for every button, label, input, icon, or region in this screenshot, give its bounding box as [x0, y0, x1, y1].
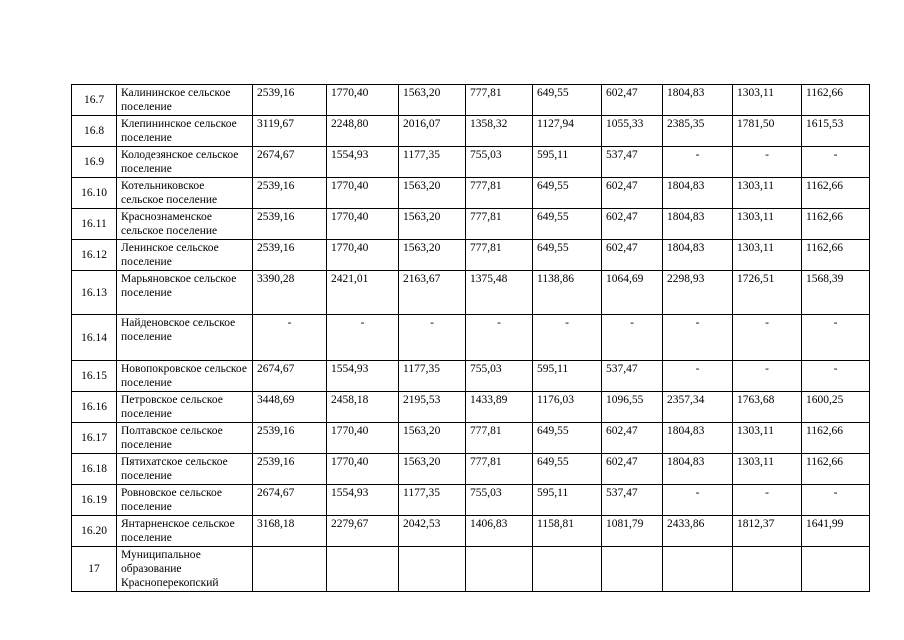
row-number: 16.13 — [72, 271, 117, 315]
row-number: 16.12 — [72, 240, 117, 271]
value-cell: 1162,66 — [802, 85, 870, 116]
value-cell: 2539,16 — [253, 85, 327, 116]
value-cell: 1162,66 — [802, 423, 870, 454]
value-cell: 1812,37 — [733, 516, 802, 547]
value-cell: 1375,48 — [466, 271, 533, 315]
value-cell — [253, 547, 327, 592]
table-row — [72, 485, 870, 516]
row-number: 16.18 — [72, 454, 117, 485]
value-cell: 1641,99 — [802, 516, 870, 547]
row-number: 16.8 — [72, 116, 117, 147]
value-cell: 1770,40 — [327, 454, 399, 485]
value-cell — [802, 547, 870, 592]
value-cell: 1158,81 — [533, 516, 602, 547]
value-cell: 1303,11 — [733, 454, 802, 485]
value-cell: 777,81 — [466, 423, 533, 454]
value-cell: 1162,66 — [802, 454, 870, 485]
table-body — [72, 85, 870, 592]
table-row — [72, 240, 870, 271]
value-cell: 2248,80 — [327, 116, 399, 147]
value-cell: - — [733, 147, 802, 178]
row-number: 16.16 — [72, 392, 117, 423]
table-row — [72, 178, 870, 209]
table-row — [72, 315, 870, 361]
value-cell: - — [533, 315, 602, 361]
value-cell: 595,11 — [533, 147, 602, 178]
settlement-name: Новопокровское сельское поселение — [117, 361, 253, 392]
value-cell: 1554,93 — [327, 485, 399, 516]
value-cell: 1763,68 — [733, 392, 802, 423]
table-row — [72, 271, 870, 315]
row-number: 16.7 — [72, 85, 117, 116]
value-cell: 2421,01 — [327, 271, 399, 315]
value-cell: 1770,40 — [327, 209, 399, 240]
value-cell: 1804,83 — [663, 178, 733, 209]
value-cell: 2539,16 — [253, 454, 327, 485]
value-cell: 1177,35 — [399, 147, 466, 178]
value-cell: - — [663, 315, 733, 361]
value-cell: 1433,89 — [466, 392, 533, 423]
table-row — [72, 116, 870, 147]
settlement-name: Колодезянское сельское поселение — [117, 147, 253, 178]
value-cell: 2279,67 — [327, 516, 399, 547]
row-number: 17 — [72, 547, 117, 592]
value-cell: 2385,35 — [663, 116, 733, 147]
row-number: 16.14 — [72, 315, 117, 361]
row-number: 16.9 — [72, 147, 117, 178]
value-cell: 1096,55 — [602, 392, 663, 423]
value-cell: 1162,66 — [802, 178, 870, 209]
row-number: 16.10 — [72, 178, 117, 209]
value-cell: - — [802, 147, 870, 178]
value-cell: - — [466, 315, 533, 361]
settlement-name: Пятихатское сельское поселение — [117, 454, 253, 485]
value-cell: 2539,16 — [253, 209, 327, 240]
value-cell: 1804,83 — [663, 240, 733, 271]
value-cell: 3448,69 — [253, 392, 327, 423]
value-cell: 2539,16 — [253, 423, 327, 454]
value-cell: 2433,86 — [663, 516, 733, 547]
value-cell — [399, 547, 466, 592]
value-cell: 1064,69 — [602, 271, 663, 315]
value-cell: 3168,18 — [253, 516, 327, 547]
value-cell: 777,81 — [466, 85, 533, 116]
value-cell: 777,81 — [466, 240, 533, 271]
value-cell: 602,47 — [602, 423, 663, 454]
value-cell: 2539,16 — [253, 178, 327, 209]
value-cell: - — [663, 147, 733, 178]
value-cell: 649,55 — [533, 454, 602, 485]
value-cell: 595,11 — [533, 485, 602, 516]
value-cell — [663, 547, 733, 592]
value-cell — [533, 547, 602, 592]
value-cell: 1303,11 — [733, 240, 802, 271]
settlement-name: Котельниковское сельское поселение — [117, 178, 253, 209]
value-cell: 1563,20 — [399, 423, 466, 454]
value-cell: 1770,40 — [327, 85, 399, 116]
settlement-name: Краснознаменское сельское поселение — [117, 209, 253, 240]
value-cell — [602, 547, 663, 592]
value-cell: 595,11 — [533, 361, 602, 392]
value-cell: 1563,20 — [399, 209, 466, 240]
value-cell: 649,55 — [533, 423, 602, 454]
value-cell: - — [602, 315, 663, 361]
value-cell: 1804,83 — [663, 209, 733, 240]
value-cell: 1563,20 — [399, 85, 466, 116]
value-cell: - — [733, 361, 802, 392]
value-cell: 1554,93 — [327, 361, 399, 392]
value-cell: 1563,20 — [399, 178, 466, 209]
value-cell: - — [802, 361, 870, 392]
value-cell: 2016,07 — [399, 116, 466, 147]
settlement-name: Петровское сельское поселение — [117, 392, 253, 423]
value-cell: 602,47 — [602, 178, 663, 209]
value-cell: 1162,66 — [802, 209, 870, 240]
value-cell: 1303,11 — [733, 423, 802, 454]
row-number: 16.19 — [72, 485, 117, 516]
settlement-name: Муниципальное образование Красноперекопский — [117, 547, 253, 592]
value-cell: 2674,67 — [253, 485, 327, 516]
value-cell: 537,47 — [602, 485, 663, 516]
settlement-name: Клепининское сельское поселение — [117, 116, 253, 147]
value-cell: 2298,93 — [663, 271, 733, 315]
value-cell: 1781,50 — [733, 116, 802, 147]
value-cell: 755,03 — [466, 361, 533, 392]
value-cell: 1162,66 — [802, 240, 870, 271]
value-cell: - — [327, 315, 399, 361]
value-cell: 1303,11 — [733, 178, 802, 209]
table-row — [72, 147, 870, 178]
value-cell: 649,55 — [533, 178, 602, 209]
value-cell: 777,81 — [466, 209, 533, 240]
value-cell: 602,47 — [602, 454, 663, 485]
value-cell: 1554,93 — [327, 147, 399, 178]
table-row — [72, 454, 870, 485]
value-cell: 1770,40 — [327, 178, 399, 209]
table-row — [72, 423, 870, 454]
value-cell: 1127,94 — [533, 116, 602, 147]
tariff-table — [71, 84, 870, 592]
value-cell: 1177,35 — [399, 485, 466, 516]
value-cell: 755,03 — [466, 485, 533, 516]
value-cell: 1177,35 — [399, 361, 466, 392]
settlement-name: Полтавское сельское поселение — [117, 423, 253, 454]
value-cell: 602,47 — [602, 240, 663, 271]
value-cell: 2042,53 — [399, 516, 466, 547]
value-cell: 2674,67 — [253, 361, 327, 392]
value-cell: 1770,40 — [327, 240, 399, 271]
value-cell: - — [663, 361, 733, 392]
value-cell: 1726,51 — [733, 271, 802, 315]
value-cell: 1804,83 — [663, 85, 733, 116]
value-cell: - — [253, 315, 327, 361]
value-cell: 2674,67 — [253, 147, 327, 178]
value-cell: 3119,67 — [253, 116, 327, 147]
settlement-name: Ровновское сельское поселение — [117, 485, 253, 516]
settlement-name: Марьяновское сельское поселение — [117, 271, 253, 315]
value-cell: 1303,11 — [733, 209, 802, 240]
settlement-name: Калининское сельское поселение — [117, 85, 253, 116]
value-cell: 1303,11 — [733, 85, 802, 116]
value-cell: 2458,18 — [327, 392, 399, 423]
value-cell: 1563,20 — [399, 240, 466, 271]
row-number: 16.20 — [72, 516, 117, 547]
value-cell: 1804,83 — [663, 454, 733, 485]
value-cell: 777,81 — [466, 454, 533, 485]
value-cell — [733, 547, 802, 592]
value-cell: 602,47 — [602, 85, 663, 116]
value-cell: 1081,79 — [602, 516, 663, 547]
value-cell: 1804,83 — [663, 423, 733, 454]
value-cell: 537,47 — [602, 147, 663, 178]
row-number: 16.17 — [72, 423, 117, 454]
value-cell — [327, 547, 399, 592]
value-cell — [466, 547, 533, 592]
value-cell: - — [663, 485, 733, 516]
value-cell: 2163,67 — [399, 271, 466, 315]
value-cell: 777,81 — [466, 178, 533, 209]
value-cell: 1615,53 — [802, 116, 870, 147]
value-cell: 1176,03 — [533, 392, 602, 423]
value-cell: - — [733, 315, 802, 361]
table-row — [72, 361, 870, 392]
value-cell: 537,47 — [602, 361, 663, 392]
value-cell: 755,03 — [466, 147, 533, 178]
table-row — [72, 209, 870, 240]
value-cell: 1358,32 — [466, 116, 533, 147]
value-cell: - — [802, 315, 870, 361]
value-cell: 2357,34 — [663, 392, 733, 423]
value-cell: 602,47 — [602, 209, 663, 240]
value-cell: 649,55 — [533, 85, 602, 116]
value-cell: - — [802, 485, 870, 516]
table-row — [72, 547, 870, 592]
row-number: 16.11 — [72, 209, 117, 240]
value-cell: 2195,53 — [399, 392, 466, 423]
settlement-name: Янтарненское сельское поселение — [117, 516, 253, 547]
table-row — [72, 85, 870, 116]
value-cell: - — [733, 485, 802, 516]
value-cell: 1563,20 — [399, 454, 466, 485]
value-cell: 1600,25 — [802, 392, 870, 423]
value-cell: 1406,83 — [466, 516, 533, 547]
value-cell: 1138,86 — [533, 271, 602, 315]
value-cell: 1055,33 — [602, 116, 663, 147]
settlement-name: Найденовское сельское поселение — [117, 315, 253, 361]
settlement-name: Ленинское сельское поселение — [117, 240, 253, 271]
value-cell: 2539,16 — [253, 240, 327, 271]
value-cell: 1568,39 — [802, 271, 870, 315]
table-row — [72, 516, 870, 547]
value-cell: 1770,40 — [327, 423, 399, 454]
value-cell: 649,55 — [533, 240, 602, 271]
value-cell: 3390,28 — [253, 271, 327, 315]
row-number: 16.15 — [72, 361, 117, 392]
value-cell: 649,55 — [533, 209, 602, 240]
table-row — [72, 392, 870, 423]
value-cell: - — [399, 315, 466, 361]
